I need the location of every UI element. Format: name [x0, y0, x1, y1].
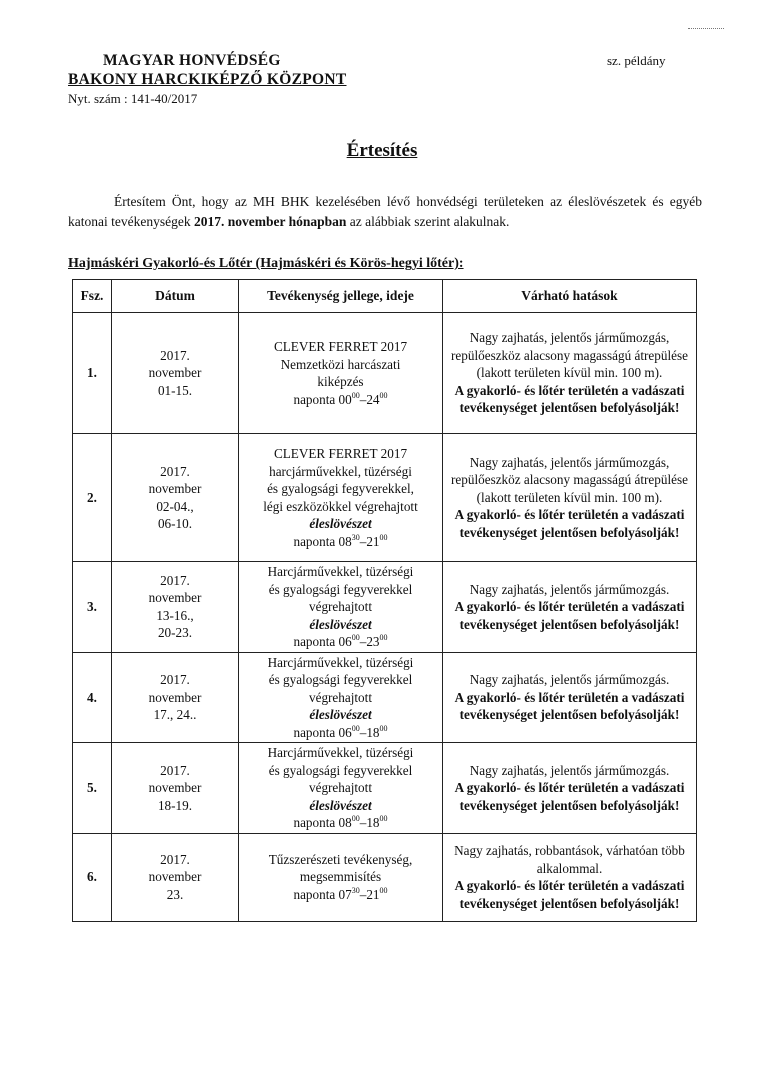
- activity-line: Harcjárművekkel, tüzérségi: [267, 654, 414, 670]
- activity-time: naponta $08^{00}-18^{00}$: [293, 814, 388, 830]
- row-date: [112, 743, 239, 834]
- date-line: november: [148, 869, 202, 885]
- time-start-min: 30: [351, 885, 360, 895]
- time-start-hour: 08: [338, 815, 352, 830]
- activity-line: CLEVER FERRET 2017: [273, 339, 408, 354]
- date-line: 2017.: [160, 463, 190, 479]
- time-end-hour: 24: [366, 391, 380, 407]
- activity-line: megsemmisítés: [299, 869, 382, 885]
- section-title: Hajmáskéri Gyakorló-és Lőtér (Hajmáskéri és Körös-hegyi lőtér):: [68, 256, 464, 271]
- row-date: [112, 652, 239, 743]
- time-prefix: naponta: [293, 533, 339, 549]
- date-line: 2017.: [160, 762, 190, 778]
- row-activity: [239, 313, 443, 434]
- time-start-min: 00: [351, 390, 360, 400]
- intro-text-2: az alábbiak szerint alakulnak.: [346, 214, 510, 229]
- row-impact: [443, 743, 697, 834]
- date-line: 2017.: [160, 851, 190, 867]
- date-line: 20-23.: [157, 625, 193, 641]
- date-line: 17., 24..: [153, 707, 197, 722]
- time-start-hour: 00: [338, 391, 352, 407]
- time-end-hour: 21: [366, 533, 380, 549]
- time-prefix: naponta: [293, 634, 339, 649]
- header-activity: Tevékenység jellege, ideje: [239, 280, 443, 313]
- live-fire-label: éleslövészet: [309, 797, 372, 813]
- time-start-hour: 07: [338, 886, 352, 902]
- activity-time: naponta $06^{00}-18^{00}$: [293, 723, 388, 740]
- date-line: 2017.: [160, 672, 190, 687]
- table-row: [73, 833, 697, 921]
- activity-line: végrehajtott: [309, 689, 372, 705]
- activity-time: naponta $06^{00}-23^{00}$: [293, 633, 388, 649]
- time-end-min: 00: [379, 723, 388, 733]
- activity-line: légi eszközökkel végrehajtott: [263, 498, 418, 514]
- intro-paragraph: [68, 192, 702, 232]
- document-title: Értesítés: [346, 140, 418, 161]
- date-line: 18-19.: [157, 797, 193, 813]
- activity-line: harcjárművekkel, tüzérségi: [269, 463, 412, 479]
- time-prefix: naponta: [293, 391, 339, 407]
- date-line: 02-04.,: [156, 498, 194, 514]
- date-line: november: [148, 481, 202, 496]
- registration-number: Nyt. szám : 141-40/2017: [68, 91, 198, 106]
- impact-text: Nagy zajhatás, jelentős járműmozgás.: [469, 581, 670, 597]
- activity-time: naponta $08^{30}-21^{00}$: [293, 532, 388, 549]
- time-prefix: naponta: [293, 815, 339, 830]
- row-date: [112, 562, 239, 653]
- table-row: [73, 652, 697, 743]
- table-row: [73, 562, 697, 653]
- header-date: Dátum: [112, 280, 239, 313]
- activity-line: kiképzés: [317, 374, 364, 389]
- impact-warning: A gyakorló- és lőtér területén a vadászati tevékenységet jelentősen befolyásolják!: [454, 382, 685, 416]
- time-end-min: 00: [379, 814, 388, 823]
- row-activity: [239, 743, 443, 834]
- org-name: MAGYAR HONVÉDSÉG: [103, 52, 281, 69]
- activity-time: naponta $00^{00}-24^{00}$: [293, 390, 388, 407]
- activity-line: és gyalogsági fegyverekkel: [268, 581, 413, 597]
- table-row: [73, 313, 697, 434]
- activity-line: Tűzszerészeti tevékenység,: [268, 851, 413, 867]
- date-line: 2017.: [160, 572, 190, 588]
- activity-line: Harcjárművekkel, tüzérségi: [267, 564, 414, 579]
- impact-warning: A gyakorló- és lőtér területén a vadászati tevékenységet jelentősen befolyásolják!: [454, 507, 685, 540]
- live-fire-label: éleslövészet: [309, 516, 372, 531]
- time-prefix: naponta: [293, 724, 339, 740]
- activity-line: és gyalogsági fegyverekkel: [268, 672, 413, 687]
- date-line: 01-15.: [157, 382, 193, 398]
- intro-bold: 2017. november hónapban: [193, 214, 347, 229]
- impact-warning: A gyakorló- és lőtér területén a vadászati tevékenységet jelentősen befolyásolják!: [454, 599, 685, 632]
- schedule-table: [72, 279, 697, 922]
- header-impact: Várható hatások: [443, 280, 697, 313]
- time-start-min: 30: [351, 532, 360, 542]
- header-fsz: Fsz.: [73, 280, 112, 313]
- org-unit: BAKONY HARCKIKÉPZŐ KÖZPONT: [68, 71, 347, 88]
- live-fire-label: éleslövészet: [309, 616, 372, 632]
- scan-mark: [688, 28, 724, 33]
- copy-label: sz. példány: [607, 53, 666, 68]
- activity-line: Harcjárművekkel, tüzérségi: [267, 745, 414, 760]
- activity-line: és gyalogsági fegyverekkel: [268, 762, 413, 778]
- table-row: [73, 743, 697, 834]
- impact-warning: A gyakorló- és lőtér területén a vadászati tevékenységet jelentősen befolyásolják!: [454, 780, 685, 813]
- row-activity: [239, 562, 443, 653]
- time-start-min: 00: [351, 814, 360, 823]
- row-number: 3.: [73, 562, 112, 653]
- impact-text: Nagy zajhatás, jelentős járműmozgás.: [469, 762, 670, 778]
- time-end-min: 00: [379, 885, 388, 895]
- time-end-hour: 21: [366, 886, 380, 902]
- date-line: november: [148, 365, 202, 381]
- impact-text: Nagy zajhatás, jelentős járműmozgás, repülőeszköz alacsony magasságú átrepülése (lakott területen kívül min. 100 m).: [451, 330, 688, 381]
- table-row: [73, 434, 697, 562]
- activity-line: CLEVER FERRET 2017: [273, 446, 408, 461]
- row-number: 6.: [73, 833, 112, 921]
- date-line: november: [148, 689, 202, 705]
- impact-text: Nagy zajhatás, jelentős járműmozgás, repülőeszköz alacsony magasságú átrepülése (lakott területen kívül min. 100 m).: [451, 454, 688, 505]
- live-fire-label: éleslövészet: [309, 707, 372, 722]
- time-end-hour: 18: [366, 724, 380, 740]
- activity-line: és gyalogsági fegyverekkel,: [267, 481, 414, 496]
- time-prefix: naponta: [293, 886, 339, 902]
- row-date: [112, 434, 239, 562]
- intro-text-1: Értesítem Önt, hogy az MH BHK kezelésében lévő honvédségi területeken az éleslövészetek és egyéb katonai tevékenységek: [68, 194, 702, 229]
- time-start-min: 00: [351, 633, 360, 642]
- row-number: 4.: [73, 652, 112, 743]
- date-line: november: [148, 590, 202, 606]
- impact-warning: A gyakorló- és lőtér területén a vadászati tevékenységet jelentősen befolyásolják!: [454, 878, 685, 911]
- row-date: [112, 313, 239, 434]
- time-end-min: 00: [379, 532, 388, 542]
- activity-time: naponta $07^{30}-21^{00}$: [293, 885, 388, 902]
- row-activity: [239, 652, 443, 743]
- date-line: 23.: [166, 886, 184, 902]
- impact-warning: A gyakorló- és lőtér területén a vadászati tevékenységet jelentősen befolyásolják!: [454, 689, 685, 722]
- impact-text: Nagy zajhatás, robbantások, várhatóan több alkalommal.: [454, 843, 685, 876]
- date-line: 13-16.,: [156, 607, 194, 623]
- row-date: [112, 833, 239, 921]
- row-impact: [443, 652, 697, 743]
- date-line: november: [148, 780, 202, 795]
- time-end-min: 00: [379, 633, 388, 642]
- row-number: 2.: [73, 434, 112, 562]
- row-activity: [239, 434, 443, 562]
- row-impact: [443, 313, 697, 434]
- activity-line: Nemzetközi harcászati: [280, 356, 401, 372]
- activity-line: végrehajtott: [309, 599, 372, 614]
- time-end-min: 00: [379, 390, 388, 400]
- table-header-row: [73, 280, 697, 313]
- row-impact: [443, 833, 697, 921]
- time-end-hour: 18: [366, 815, 380, 830]
- row-activity: [239, 833, 443, 921]
- time-end-hour: 23: [366, 634, 380, 649]
- impact-text: Nagy zajhatás, jelentős járműmozgás.: [469, 672, 670, 687]
- row-impact: [443, 434, 697, 562]
- time-start-hour: 06: [338, 724, 352, 740]
- row-number: 5.: [73, 743, 112, 834]
- date-line: 2017.: [160, 347, 190, 363]
- date-line: 06-10.: [157, 516, 193, 531]
- time-start-hour: 06: [338, 634, 352, 649]
- time-start-hour: 08: [338, 533, 352, 549]
- activity-line: végrehajtott: [309, 780, 372, 795]
- row-number: 1.: [73, 313, 112, 434]
- time-start-min: 00: [351, 723, 360, 733]
- row-impact: [443, 562, 697, 653]
